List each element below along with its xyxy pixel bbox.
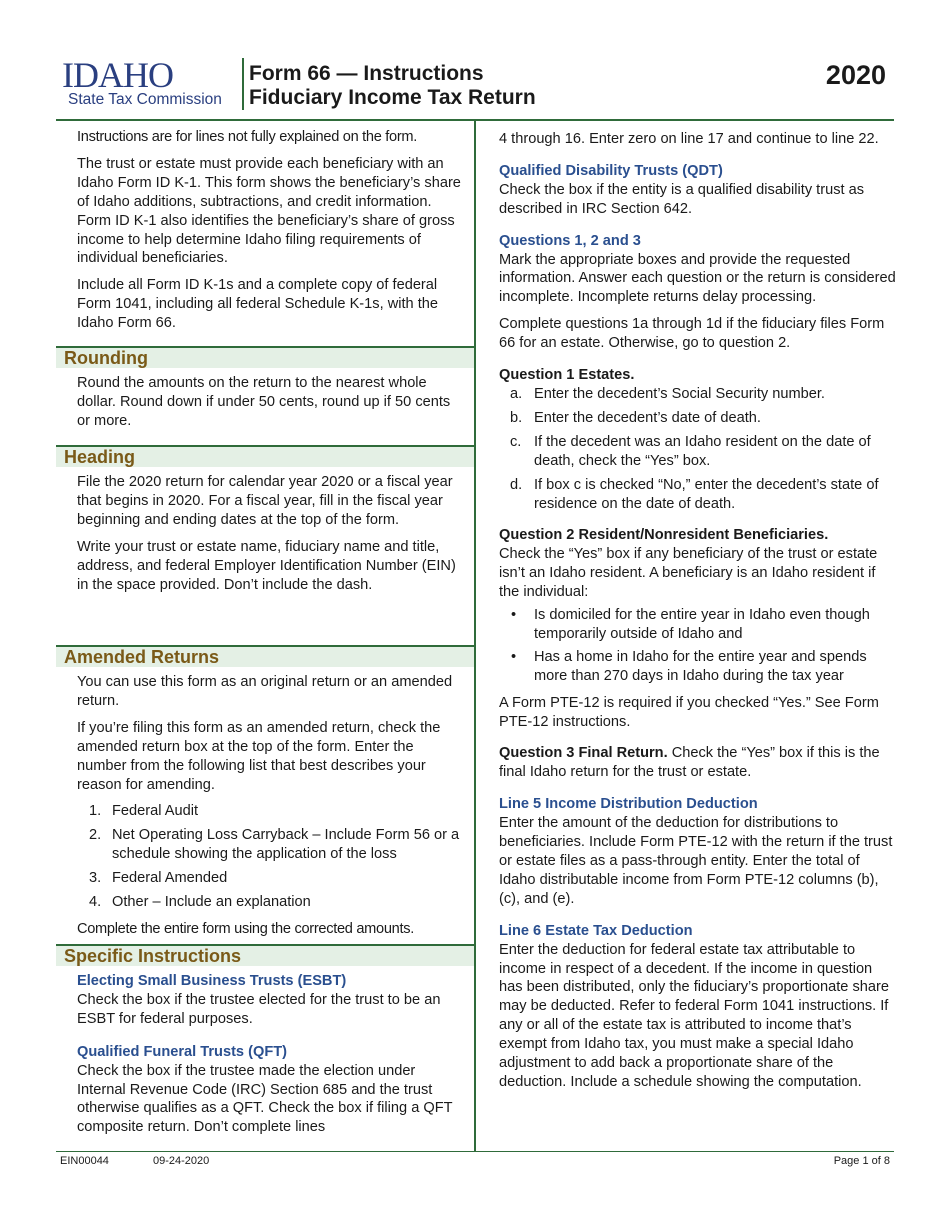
line-6-subheading: Line 6 Estate Tax Deduction <box>499 922 693 939</box>
rounding-section <box>77 374 467 439</box>
intro-paragraph-1: Instructions are for lines not fully explained on the form. <box>77 129 418 145</box>
question-1-list <box>499 385 897 513</box>
list-item: c. If the decedent was an Idaho resident on the date of death, check the “Yes” box. <box>510 433 871 469</box>
question-3-text: Check the “Yes” box if this is the final Idaho return for the trust or estate. <box>499 745 880 781</box>
page-title <box>249 62 536 110</box>
list-item: b. Enter the decedent’s date of death. <box>510 409 761 426</box>
list-item: a. Enter the decedent’s Social Security number. <box>510 385 825 402</box>
question-3 <box>499 744 897 782</box>
qdt-text: Check the box if the entity is a qualified disability trust as described in IRC Section 642. <box>499 181 865 217</box>
qft-subheading: Qualified Funeral Trusts (QFT) <box>77 1043 288 1060</box>
rounding-text: Round the amounts on the return to the nearest whole dollar. Round down if under 50 cents, round up if 50 cents or more. <box>77 375 451 429</box>
heading-paragraph-2: Write your trust or estate name, fiduciary name and title, address, and federal Employer Identification Number (EIN) in the space provided. Don’t include the dash. <box>77 538 456 593</box>
question-2-heading: Question 2 Resident/Nonresident Beneficiaries. <box>499 527 829 544</box>
amended-paragraph-2: If you’re filing this form as an amended return, check the amended return box at the top of the form. Enter the number from the following list that best describes your reason for amending. <box>77 719 441 793</box>
question-2-paragraph-2: A Form PTE-12 is required if you checked “Yes.” See Form PTE-12 instructions. <box>499 694 879 730</box>
continued-text: 4 through 16. Enter zero on line 17 and continue to line 22. <box>499 131 879 147</box>
form-year: 2020 <box>825 60 886 90</box>
amended-section <box>77 673 467 947</box>
list-item: • Has a home in Idaho for the entire year and spends more than 270 days in Idaho during the tax year <box>511 648 867 684</box>
list-item: • Is domiciled for the entire year in Idaho even though temporarily outside of Idaho and <box>511 607 870 642</box>
title-line-2: Fiduciary Income Tax Return <box>249 86 536 109</box>
list-item: d. If box c is checked “No,” enter the decedent’s state of residence on the date of death. <box>510 476 879 512</box>
specific-section <box>77 972 467 1145</box>
amended-heading: Amended Returns <box>64 647 220 667</box>
header-divider <box>242 58 244 110</box>
logo-wordmark: IDAHO <box>62 55 173 95</box>
qft-text: Check the box if the trustee made the election under Internal Revenue Code (IRC) Section 685 and the trust otherwise qualifies as a QFT. Check the box if filing a QFT composite return. Don’t complete lines <box>77 1062 453 1136</box>
list-item: 3. Federal Amended <box>89 870 228 887</box>
question-2-list <box>499 606 897 686</box>
heading-paragraph-1: File the 2020 return for calendar year 2020 or a fiscal year that begins in 2020. For a fiscal year, fill in the fiscal year beginning and ending dates at the top of the form. <box>77 474 453 528</box>
question-1-heading: Question 1 Estates. <box>499 367 635 384</box>
right-column <box>499 130 897 1100</box>
amended-paragraph-1: You can use this form as an original return or an amended return. <box>77 674 453 709</box>
line-6-text: Enter the deduction for federal estate tax attributable to income in respect of a decedent. If the income in question has been distributed, only the fiduciary’s proportionate share may be deducted. Refer to federal Form 1041 instructions. If any or all of the estate tax is attributed to income that’s exempt from Idaho tax, you must make a special Idaho adjustment to add back a proportionate share of the deduction. Include a schedule showing the computation. <box>499 941 889 1090</box>
heading-heading: Heading <box>64 447 136 467</box>
column-divider <box>474 120 476 1152</box>
idaho-logo <box>60 55 235 108</box>
amended-paragraph-3: Complete the entire form using the corrected amounts. <box>77 920 414 937</box>
qdt-subheading: Qualified Disability Trusts (QDT) <box>499 162 723 179</box>
q123-subheading: Questions 1, 2 and 3 <box>499 232 641 249</box>
specific-heading: Specific Instructions <box>64 946 242 966</box>
list-item: 4. Other – Include an explanation <box>89 894 311 911</box>
q123-paragraph-2: Complete questions 1a through 1d if the fiduciary files Form 66 for an estate. Otherwise, go to question 2. <box>499 316 885 352</box>
question-2-text: Check the “Yes” box if any beneficiary of the trust or estate isn’t an Idaho resident. A beneficiary is an Idaho resident if the individual: <box>499 546 878 601</box>
left-column <box>77 128 467 341</box>
amended-reason-list <box>77 802 467 912</box>
heading-section <box>77 473 467 602</box>
form-code: EIN00044 <box>60 1155 109 1167</box>
bottom-rule <box>56 1151 894 1152</box>
list-item: 1. Federal Audit <box>89 803 198 820</box>
line-5-text: Enter the amount of the deduction for distributions to beneficiaries. Include Form PTE-12 with the return if the trust or estate files as a pass-through entity. Enter the total of Idaho distributable income from Form PTE-12 columns (b), (c), and (e). <box>499 815 893 907</box>
title-line-1: Form 66 — Instructions <box>249 62 484 85</box>
list-item: 2. Net Operating Loss Carryback – Include Form 56 or a schedule showing the application of the loss <box>89 827 460 863</box>
intro-paragraph-2: The trust or estate must provide each beneficiary with an Idaho Form ID K-1. This form shows the beneficiary’s share of Idaho additions, subtractions, and credit information. Form ID K-1 also identifies the beneficiary’s share of gross income to help determine Idaho filing requirements of individual beneficiaries. <box>77 155 461 267</box>
intro-paragraph-3: Include all Form ID K-1s and a complete copy of federal Form 1041, including all federal Schedule K-1s, with the Idaho Form 66. <box>77 277 438 332</box>
revision-date: 09-24-2020 <box>153 1155 210 1167</box>
line-5-subheading: Line 5 Income Distribution Deduction <box>499 796 758 813</box>
logo-subtitle: State Tax Commission <box>68 91 222 108</box>
q123-text: Mark the appropriate boxes and provide the requested information. Answer each question or the return is considered incomplete. Incomplete returns delay processing. <box>499 251 896 306</box>
page-number: Page 1 of 8 <box>833 1155 890 1167</box>
question-3-heading: Question 3 Final Return. <box>499 745 668 762</box>
esbt-text: Check the box if the trustee elected for the trust to be an ESBT for federal purposes. <box>77 991 441 1027</box>
esbt-subheading: Electing Small Business Trusts (ESBT) <box>77 973 347 989</box>
page-header <box>0 0 950 120</box>
rounding-heading: Rounding <box>64 348 148 368</box>
